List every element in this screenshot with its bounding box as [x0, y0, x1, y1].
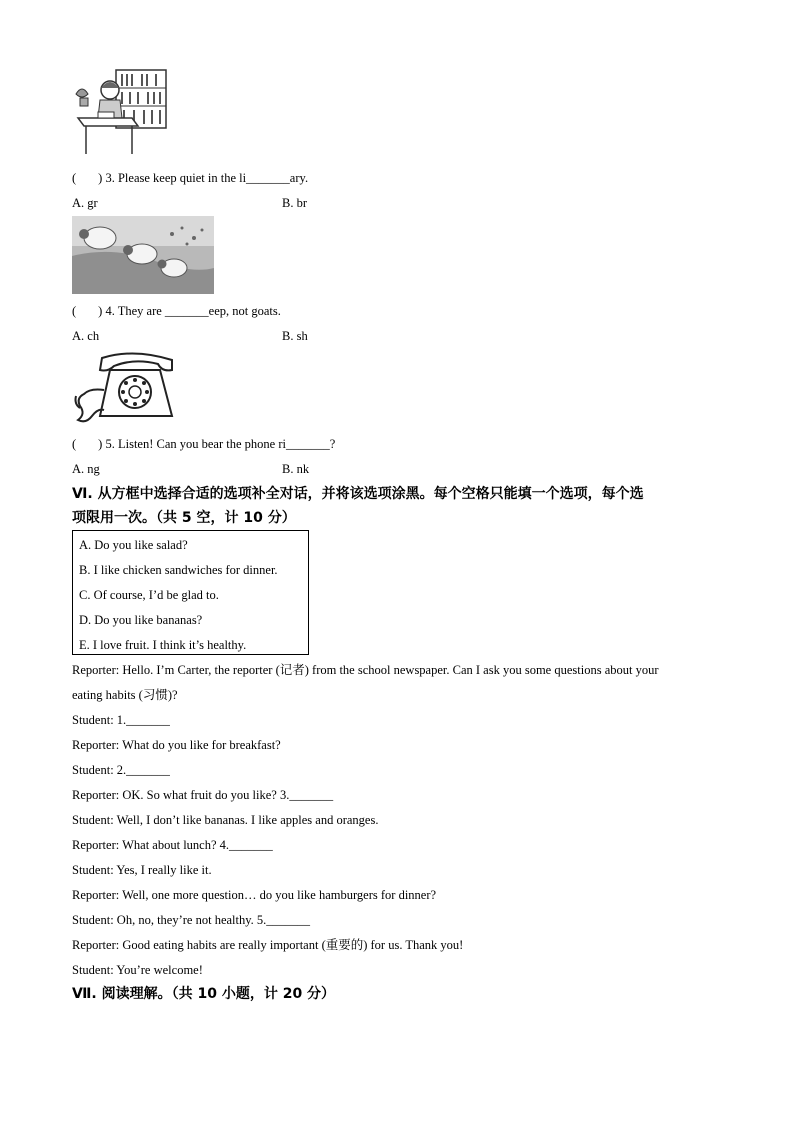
dialogue-line: Reporter: Well, one more question… do you like hamburgers for dinner?	[72, 888, 437, 902]
dialogue-line: Reporter: Good eating habits are really important (重要的) for us. Thank you!	[72, 938, 464, 952]
question-5-option-a: A. ng	[72, 462, 100, 476]
options-box	[72, 530, 309, 655]
dialogue-line: Student: You’re welcome!	[72, 963, 203, 977]
box-option-c: C. Of course, I’d be glad to.	[79, 588, 219, 602]
dialogue-line: Student: 1._______	[72, 713, 170, 727]
box-option-b: B. I like chicken sandwiches for dinner.	[79, 563, 278, 577]
library-boy-picture	[72, 68, 168, 156]
dialogue-line: Reporter: OK. So what fruit do you like? 3._______	[72, 788, 334, 802]
dialogue-line: eating habits (习惯)?	[72, 688, 178, 702]
question-4: ( ) 4. They are _______eep, not goats.	[72, 304, 281, 318]
dialogue-line: Reporter: Hello. I’m Carter, the reporter (记者) from the school newspaper. Can I ask you some questions about your	[72, 663, 659, 677]
dialogue-line: Student: Well, I don’t like bananas. I like apples and oranges.	[72, 813, 379, 827]
sheep-picture	[72, 216, 214, 294]
dialogue-line: Reporter: What about lunch? 4._______	[72, 838, 273, 852]
question-5: ( ) 5. Listen! Can you bear the phone ri_______?	[72, 437, 336, 451]
question-3: ( ) 3. Please keep quiet in the li_______ary.	[72, 171, 309, 185]
section-6-title-line-1: Ⅵ. 从方框中选择合适的选项补全对话，并将该选项涂黑。每个空格只能填一个选项，每个选	[72, 486, 644, 502]
question-5-text: 5. Listen! Can you bear the phone ri_______?	[105, 437, 336, 451]
question-4-option-b: B. sh	[282, 329, 308, 343]
telephone-picture	[72, 350, 178, 428]
dialogue-line: Student: Yes, I really like it.	[72, 863, 212, 877]
box-option-e: E. I love fruit. I think it’s healthy.	[79, 638, 247, 652]
dialogue-line: Student: Oh, no, they’re not healthy. 5._______	[72, 913, 311, 927]
question-3-option-b: B. br	[282, 196, 307, 210]
dialogue-line: Student: 2._______	[72, 763, 170, 777]
dialogue-line: Reporter: What do you like for breakfast?	[72, 738, 281, 752]
question-5-option-b: B. nk	[282, 462, 310, 476]
section-7-title: Ⅶ. 阅读理解。（共 10 小题，计 20 分）	[72, 986, 336, 1002]
question-3-text: 3. Please keep quiet in the li_______ary.	[105, 171, 309, 185]
box-option-d: D. Do you like bananas?	[79, 613, 203, 627]
box-option-a: A. Do you like salad?	[79, 538, 188, 552]
question-4-text: 4. They are _______eep, not goats.	[105, 304, 281, 318]
question-3-option-a: A. gr	[72, 196, 98, 210]
section-6-title-line-2: 项限用一次。（共 5 空，计 10 分）	[72, 510, 296, 526]
question-4-option-a: A. ch	[72, 329, 100, 343]
